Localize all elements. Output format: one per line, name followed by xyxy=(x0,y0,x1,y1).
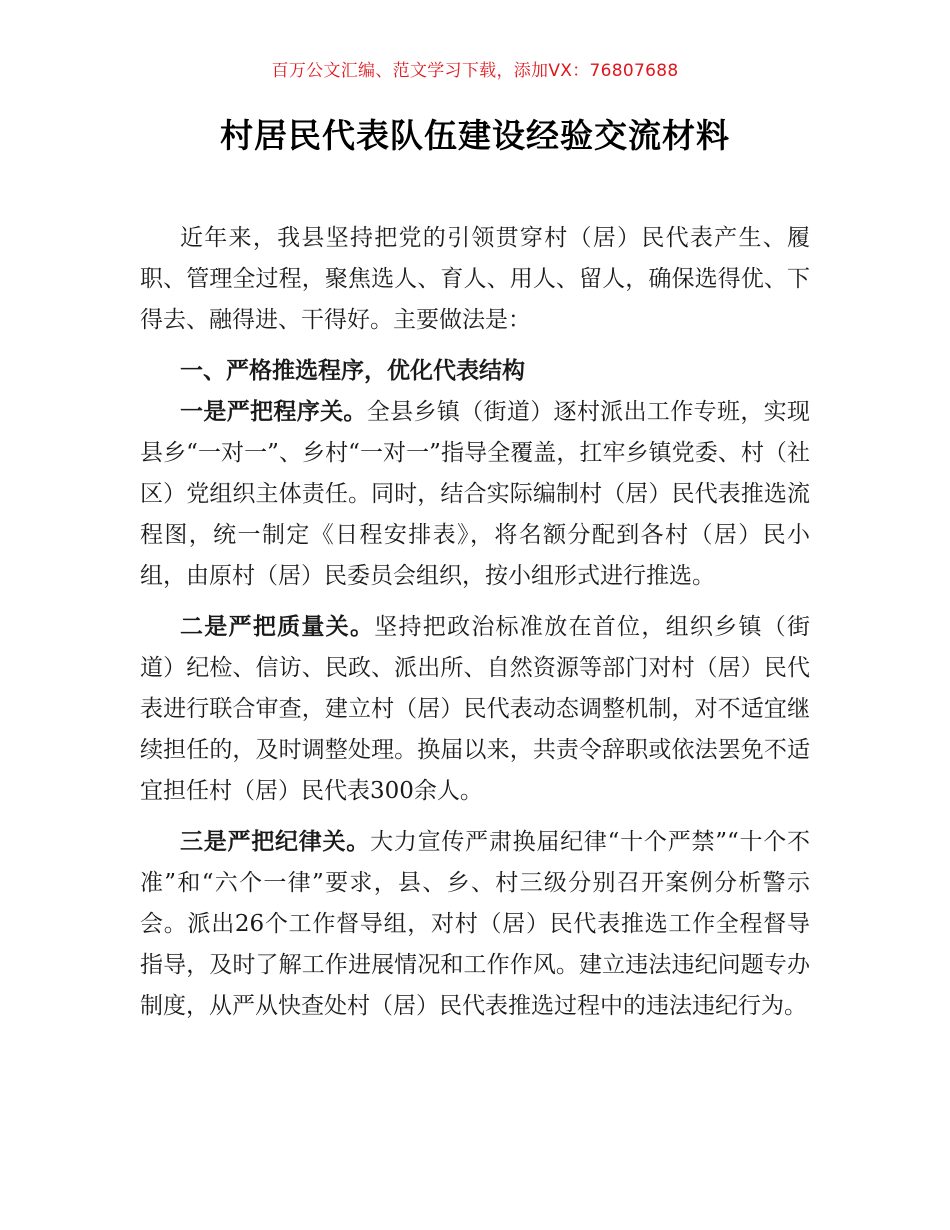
intro-paragraph: 近年来，我县坚持把党的引领贯穿村（居）民代表产生、履职、管理全过程，聚焦选人、育人、用人、留人，确保选得优、下得去、融得进、干得好。主要做法是： xyxy=(140,225,810,333)
item-lead-3: 三是严把纪律关。 xyxy=(180,829,371,855)
document-title: 村居民代表队伍建设经验交流材料 xyxy=(220,116,730,155)
item-paragraph-2 xyxy=(140,607,810,812)
download-watermark: 百万公文汇编、范文学习下载，添加VX：76807688 xyxy=(271,61,679,81)
section-heading: 一、严格推选程序，优化代表结构 xyxy=(180,358,525,384)
item-lead-2: 二是严把质量关。 xyxy=(180,614,375,640)
item-text-3: 大力宣传严肃换届纪律“十个严禁”“十个不准”和“六个一律”要求，县、乡、村三级分别召开案例分析警示会。派出26个工作督导组，对村（居）民代表推选工作全程督导指导，及时了解工作进展情况和工作作风。建立违法违纪问题专办制度，从严从快查处村（居）民代表推选过程中的违法违纪行为。 xyxy=(140,829,811,1019)
item-paragraph-1 xyxy=(140,392,810,597)
item-paragraph-3 xyxy=(140,822,810,1027)
document-body xyxy=(140,218,810,1027)
item-text-1: 全县乡镇（街道）逐村派出工作专班，实现县乡“一对一”、乡村“一对一”指导全覆盖，扛牢乡镇党委、村（社区）党组织主体责任。同时，结合实际编制村（居）民代表推选流程图，统一制定《日程安排表》，将名额分配到各村（居）民小组，由原村（居）民委员会组织，按小组形式进行推选。 xyxy=(140,399,811,589)
item-text-2: 坚持把政治标准放在首位，组织乡镇（街道）纪检、信访、民政、派出所、自然资源等部门对村（居）民代表进行联合审查，建立村（居）民代表动态调整机制，对不适宜继续担任的，及时调整处理。换届以来，共责令辞职或依法罢免不适宜担任村（居）民代表300余人。 xyxy=(140,614,811,804)
item-lead-1: 一是严把程序关。 xyxy=(180,399,367,425)
